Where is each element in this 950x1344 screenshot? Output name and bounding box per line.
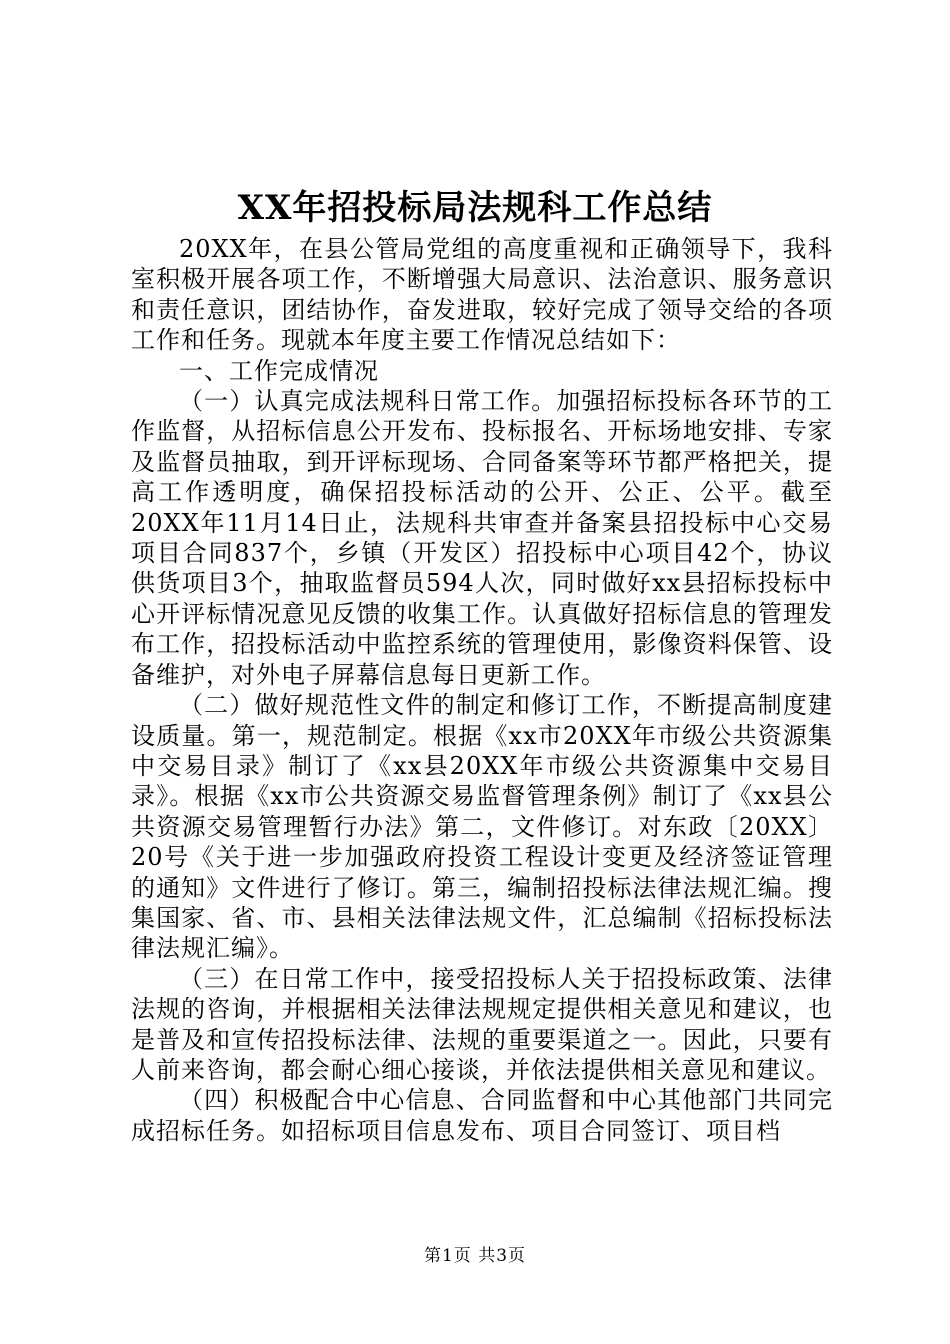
paragraph-item-3: （三）在日常工作中，接受招投标人关于招投标政策、法律法规的咨询，并根据相关法律法规规定提供相关意见和建议，也是普及和宣传招投标法律、法规的重要渠道之一。因此，只要有人前来咨询，都会耐心细心接谈，并依法提供相关意见和建议。 <box>131 964 833 1084</box>
paragraph-item-1: （一）认真完成法规科日常工作。加强招标投标各环节的工作监督，从招标信息公开发布、投标报名、开标场地安排、专家及监督员抽取，到开评标现场、合同备案等环节都严格把关，提高工作透明度，确保招投标活动的公开、公正、公平。截至20XX年11月14日止，法规科共审查并备案县招投标中心交易项目合同837个，乡镇（开发区）招投标中心项目42个，协议供货项目3个，抽取监督员594人次，同时做好xx县招标投标中心开评标情况意见反馈的收集工作。认真做好招标信息的管理发布工作，招投标活动中监控系统的管理使用，影像资料保管、设备维护，对外电子屏幕信息每日更新工作。 <box>131 387 833 689</box>
paragraph-intro: 20XX年，在县公管局党组的高度重视和正确领导下，我科室积极开展各项工作，不断增强大局意识、法治意识、服务意识和责任意识，团结协作，奋发进取，较好完成了领导交给的各项工作和任务。现就本年度主要工作情况总结如下： <box>131 235 833 355</box>
paragraph-item-2: （二）做好规范性文件的制定和修订工作，不断提高制度建设质量。第一，规范制定。根据《xx市20XX年市级公共资源集中交易目录》制订了《xx县20XX年市级公共资源集中交易目录》。根据《xx市公共资源交易监督管理条例》制订了《xx县公共资源交易管理暂行办法》第二，文件修订。对东政〔20XX〕20号《关于进一步加强政府投资工程设计变更及经济签证管理的通知》文件进行了修订。第三，编制招投标法律法规汇编。搜集国家、省、市、县相关法律法规文件，汇总编制《招标投标法律法规汇编》。 <box>131 691 833 963</box>
document-body <box>131 234 833 1146</box>
paragraph-item-4: （四）积极配合中心信息、合同监督和中心其他部门共同完成招标任务。如招标项目信息发布、项目合同签订、项目档 <box>131 1086 833 1145</box>
section-heading-work-completion: 一、工作完成情况 <box>179 356 379 385</box>
document-title: XX年招投标局法规科工作总结 <box>237 188 713 228</box>
page-number-footer: 第1页 共3页 <box>423 1246 527 1266</box>
